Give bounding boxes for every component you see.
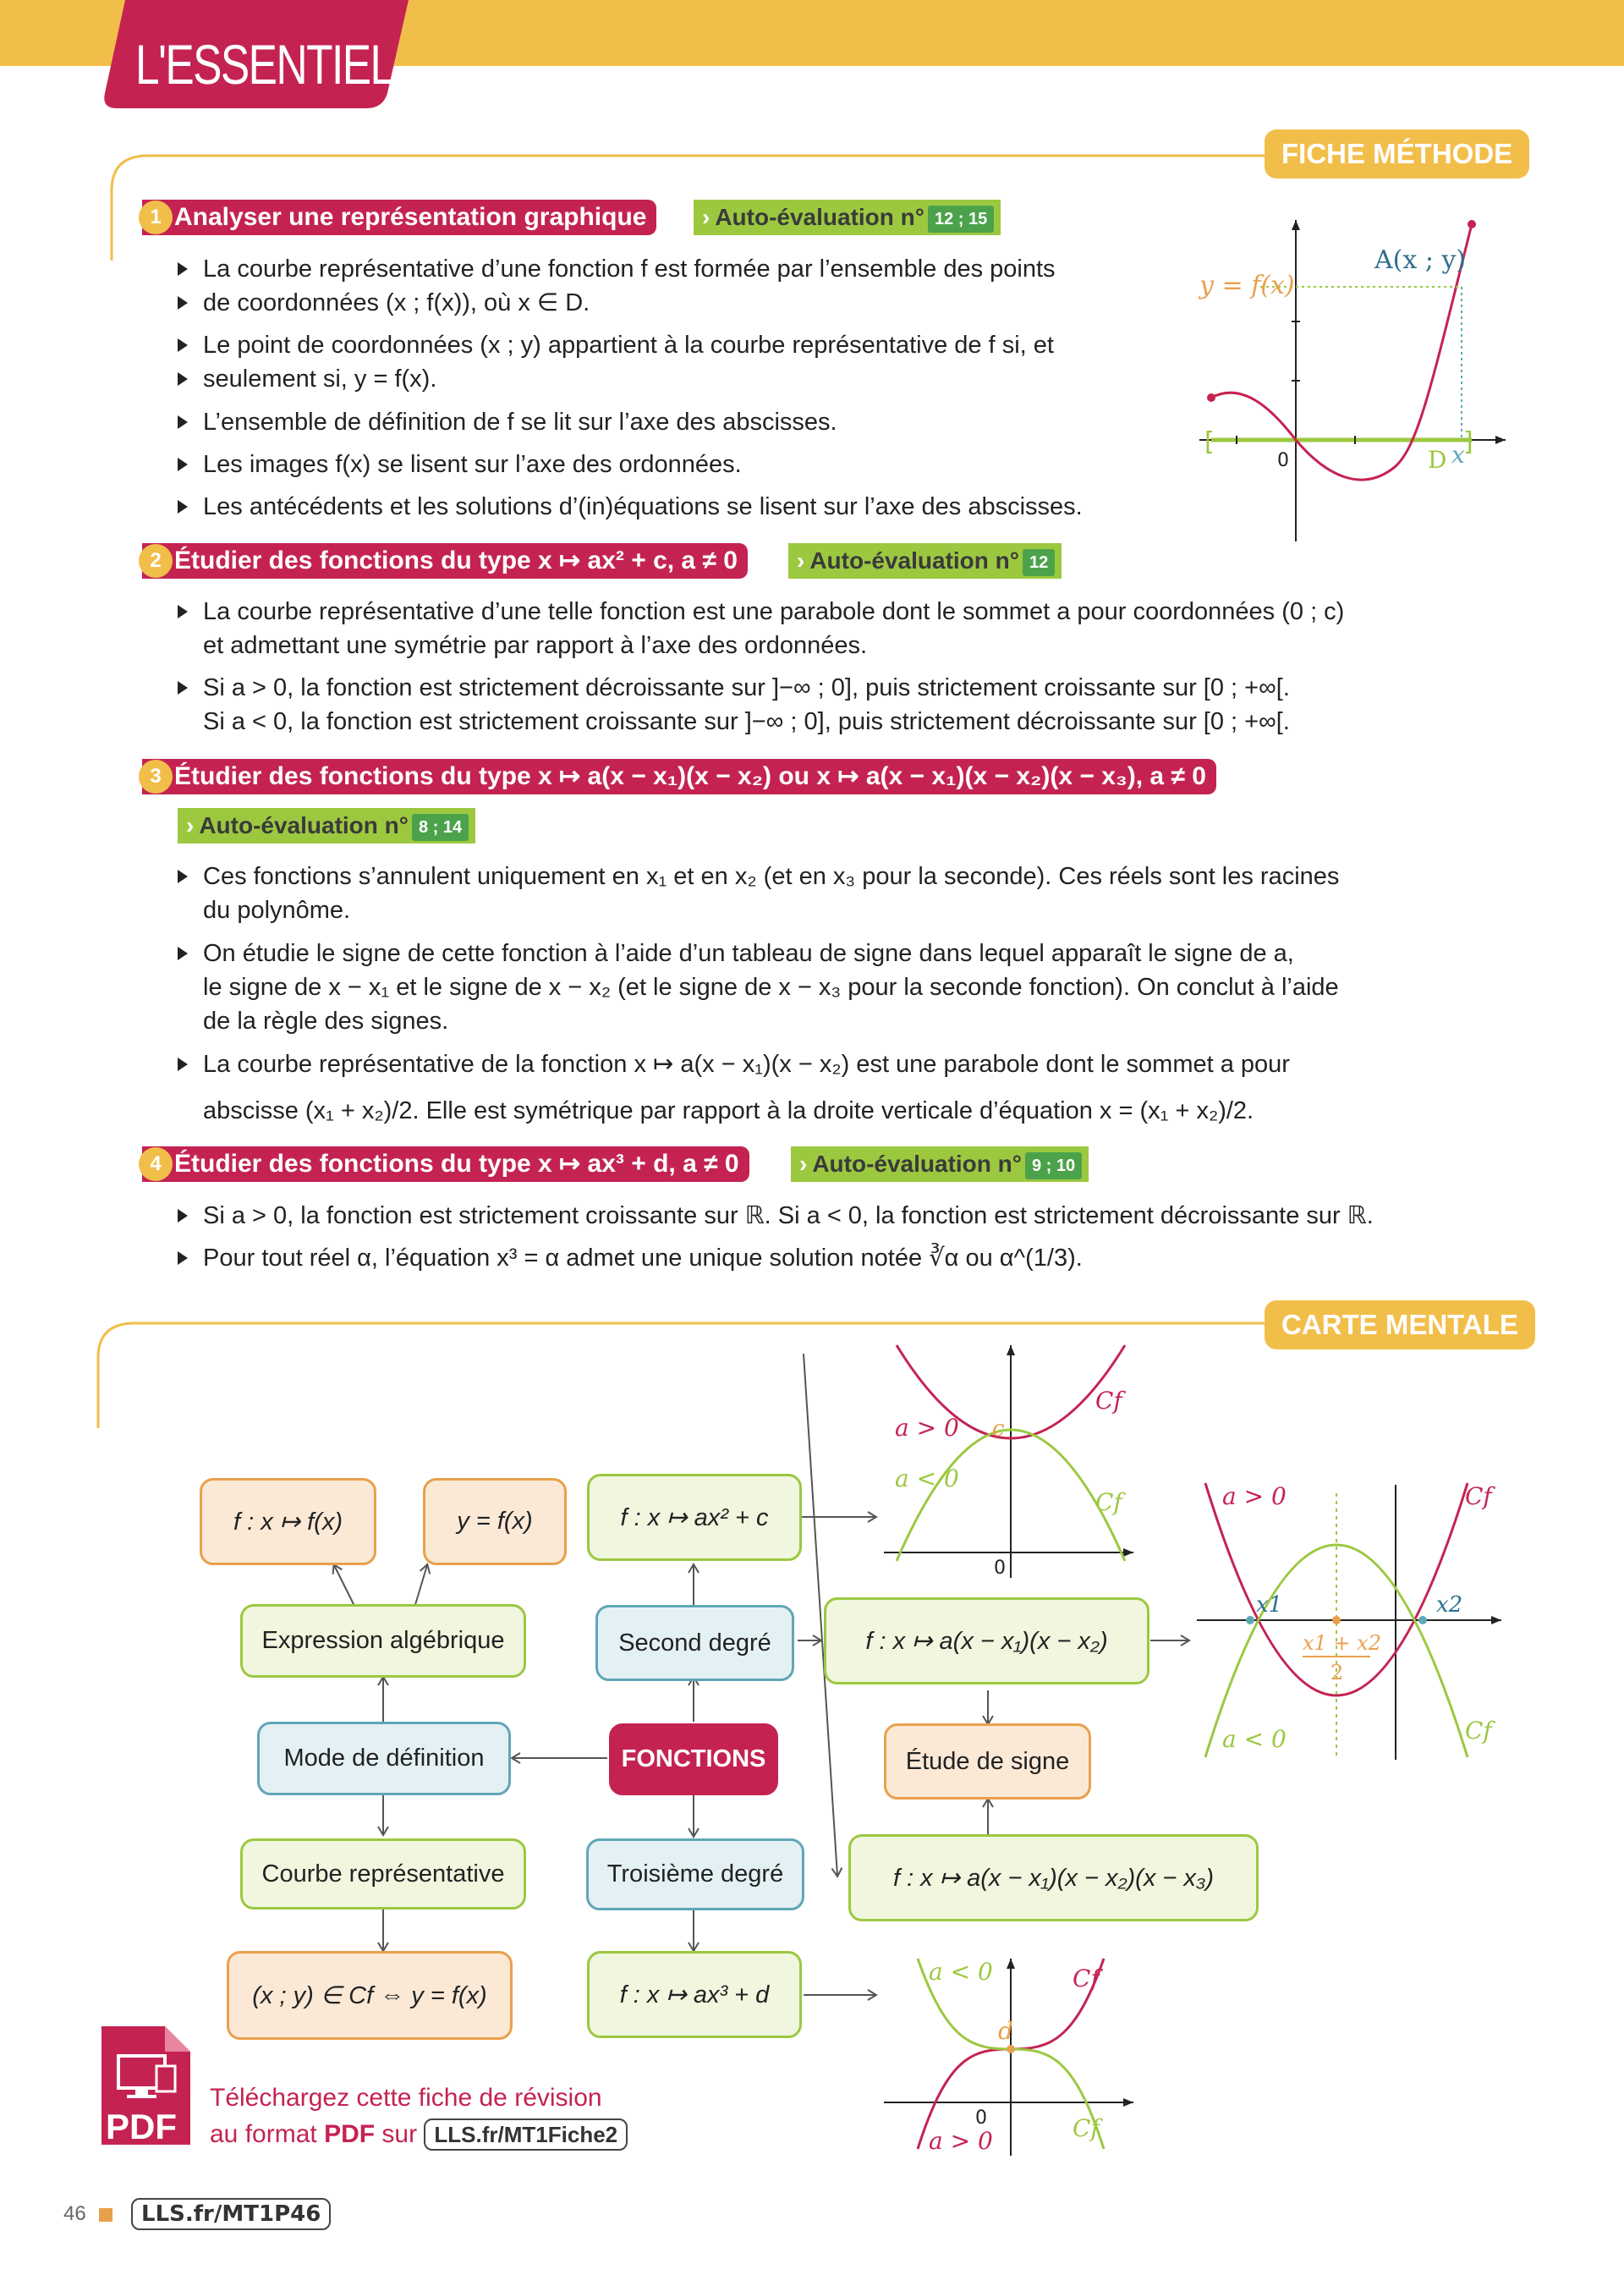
g4-cf2: Cf [1073, 2114, 1100, 2142]
section-3-title: Étudier des fonctions du type x ↦ a(x − x₁)(x − x₂) ou x ↦ a(x − x₁)(x − x₂)(x − x₃), a ≠ 0 [142, 759, 1216, 794]
box-courbe-representative: Courbe représentative [240, 1838, 526, 1910]
graph-ax2c [880, 1341, 1142, 1578]
pdf-icon[interactable] [97, 2022, 195, 2149]
s3-bullet-1-cont: du polynôme. [203, 897, 351, 924]
svg-text:]: ] [1463, 427, 1473, 457]
box-ax3d: f : x ↦ ax³ + d [587, 1951, 802, 2038]
g2-a-neg: a < 0 [895, 1464, 959, 1492]
footer-link[interactable]: LLS.fr/MT1P46 [131, 2198, 331, 2230]
box-second-degre: Second degré [595, 1605, 794, 1681]
box-ax2c: f : x ↦ ax² + c [587, 1474, 802, 1561]
s3-bullet-3-cont: abscisse (x₁ + x₂)/2. Elle est symétrique par rapport à la droite verticale d’équation x = (x₁ + x₂)/2. [203, 1097, 1254, 1124]
g3-cf1: Cf [1465, 1482, 1492, 1510]
g3-a-neg: a < 0 [1222, 1725, 1287, 1753]
page-title: L'ESSENTIEL [135, 33, 393, 96]
section-1-number: 1 [139, 201, 173, 234]
s4-bullet-1: Si a > 0, la fonction est strictement croissante sur ℝ. Si a < 0, la fonction est strictement décroissante sur ℝ. [203, 1199, 1374, 1233]
box-fact2: f : x ↦ a(x − x₁)(x − x₂) [824, 1597, 1149, 1684]
box-fonctions: FONCTIONS [609, 1723, 778, 1795]
s3-bullet-2: On étudie le signe de cette fonction à l’aide d’un tableau de signe dans lequel apparaît le signe de a, [203, 937, 1294, 970]
box-fx: f : x ↦ f(x) [200, 1478, 376, 1565]
chevron-right-icon: › [799, 1151, 808, 1177]
s1-bullet-5: Les antécédents et les solutions d’(in)équations se lisent sur l’axe des abscisses. [203, 490, 1083, 524]
g4-a-neg: a < 0 [929, 1958, 993, 1986]
section-4-auto-eval[interactable]: › Auto-évaluation n° 9 ; 10 [791, 1146, 1089, 1182]
pdf-icon-text: PDF [106, 2107, 177, 2146]
section-4-number: 4 [139, 1147, 173, 1181]
chevron-right-icon: › [186, 812, 195, 838]
chevron-right-icon: › [702, 204, 710, 230]
section-3-number: 3 [139, 760, 173, 794]
section-2-auto-eval[interactable]: › Auto-évaluation n° 12 [788, 543, 1062, 579]
graph-ax3d [880, 1954, 1142, 2157]
box-troisieme-degre: Troisième degré [586, 1838, 804, 1910]
s1-bullet-1: La courbe représentative d’une fonction f est formée par l’ensemble des points [203, 252, 1056, 286]
g3-x2: x2 [1436, 1592, 1463, 1618]
graph1-domain-label: D [1428, 446, 1447, 474]
g2-cf1: Cf [1095, 1387, 1122, 1415]
graph-function-representation [1193, 216, 1514, 546]
s1-bullet-1-cont: de coordonnées (x ; f(x)), où x ∈ D. [203, 286, 590, 320]
g3-mid-den: 2 [1330, 1661, 1344, 1684]
box-etude-signe: Étude de signe [884, 1723, 1091, 1800]
g4-cf1: Cf [1073, 1965, 1100, 1992]
g2-origin: 0 [994, 1558, 1006, 1578]
s1-bullet-2: Le point de coordonnées (x ; y) appartient à la courbe représentative de f si, et [203, 328, 1054, 362]
s2-bullet-1-cont: et admettant une symétrie par rapport à l’axe des ordonnées. [203, 632, 868, 659]
s2-bullet-2-cont: Si a < 0, la fonction est strictement croissante sur ]−∞ ; 0], puis strictement décroissante sur [0 ; +∞[. [203, 708, 1290, 735]
g3-x1: x1 [1256, 1592, 1283, 1618]
g3-a-pos: a > 0 [1222, 1482, 1287, 1510]
graph1-point-label: A(x ; y) [1374, 245, 1467, 275]
s2-bullet-1: La courbe représentative d’une telle fonction est une parabole dont le sommet a pour coordonnées (0 ; c) [203, 595, 1344, 629]
auto-eval-numbers: 9 ; 10 [1025, 1152, 1082, 1179]
section-3-auto-eval[interactable]: › Auto-évaluation n° 8 ; 14 [178, 808, 475, 844]
pdf-line-1: Téléchargez cette fiche de révision [210, 2084, 602, 2112]
graph1-origin: 0 [1277, 450, 1289, 471]
graph1-x-label: x [1451, 441, 1465, 469]
box-mode-definition: Mode de définition [257, 1722, 511, 1795]
s1-bullet-2-cont: seulement si, y = f(x). [203, 362, 436, 396]
auto-eval-numbers: 12 [1023, 549, 1055, 576]
s3-bullet-1: Ces fonctions s’annulent uniquement en x₁ et en x₂ (et en x₃ pour la seconde). Ces réels sont les racines [203, 860, 1339, 893]
pdf-link[interactable]: LLS.fr/MT1Fiche2 [424, 2118, 628, 2151]
auto-eval-numbers: 12 ; 15 [928, 206, 994, 233]
g3-cf2: Cf [1465, 1717, 1492, 1745]
footer-link-wrap [131, 2198, 331, 2230]
svg-text:[: [ [1204, 427, 1215, 457]
pdf-line-2: au format PDF sur LLS.fr/MT1Fiche2 [210, 2118, 628, 2151]
g2-cf2: Cf [1095, 1488, 1122, 1516]
g4-d: d [998, 2017, 1013, 2045]
box-fact3: f : x ↦ a(x − x₁)(x − x₂)(x − x₃) [848, 1834, 1259, 1921]
box-equivalence: (x ; y) ∈ Cf ⇔ y = f(x) [227, 1951, 513, 2040]
graph1-y-label: y = f(x) [1199, 271, 1295, 300]
chevron-right-icon: › [797, 547, 805, 574]
fiche-methode-label: FICHE MÉTHODE [1265, 129, 1529, 179]
s1-bullet-3: L’ensemble de définition de f se lit sur l’axe des abscisses. [203, 405, 837, 439]
section-2-number: 2 [139, 544, 173, 578]
footer-square [99, 2208, 112, 2222]
g4-origin: 0 [975, 2107, 987, 2129]
g2-c: c [992, 1416, 1005, 1442]
g3-mid-num: x1 + x2 [1303, 1631, 1381, 1655]
g2-a-pos: a > 0 [895, 1414, 959, 1442]
s2-bullet-2: Si a > 0, la fonction est strictement décroissante sur ]−∞ ; 0], puis strictement croissante sur [0 ; +∞[. [203, 671, 1290, 705]
section-1-title: Analyser une représentation graphique [142, 200, 656, 235]
g4-a-pos: a > 0 [929, 2127, 993, 2155]
box-expression-algebrique: Expression algébrique [240, 1604, 526, 1678]
s3-bullet-2-cont: le signe de x − x₁ et le signe de x − x₂ (et le signe de x − x₃ pour la seconde fonction). On conclut à l’aide [203, 974, 1339, 1001]
s4-bullet-2: Pour tout réel α, l’équation x³ = α admet une unique solution notée ∛α ou α^(1/3). [203, 1241, 1083, 1275]
graph-fact2 [1193, 1476, 1514, 1764]
section-2-title: Étudier des fonctions du type x ↦ ax² + c, a ≠ 0 [142, 543, 748, 579]
carte-mentale-label: CARTE MENTALE [1265, 1300, 1535, 1349]
section-4-title: Étudier des fonctions du type x ↦ ax³ + d, a ≠ 0 [142, 1146, 749, 1182]
auto-eval-numbers: 8 ; 14 [412, 814, 469, 841]
s1-bullet-4: Les images f(x) se lisent sur l’axe des ordonnées. [203, 448, 742, 481]
section-1-auto-eval[interactable]: › Auto-évaluation n° 12 ; 15 [694, 200, 1001, 235]
s3-bullet-2-cont2: de la règle des signes. [203, 1008, 449, 1035]
box-yfx: y = f(x) [423, 1478, 567, 1565]
s3-bullet-3: La courbe représentative de la fonction x ↦ a(x − x₁)(x − x₂) est une parabole dont le sommet a pour [203, 1047, 1290, 1081]
page-number: 46 [63, 2202, 86, 2225]
